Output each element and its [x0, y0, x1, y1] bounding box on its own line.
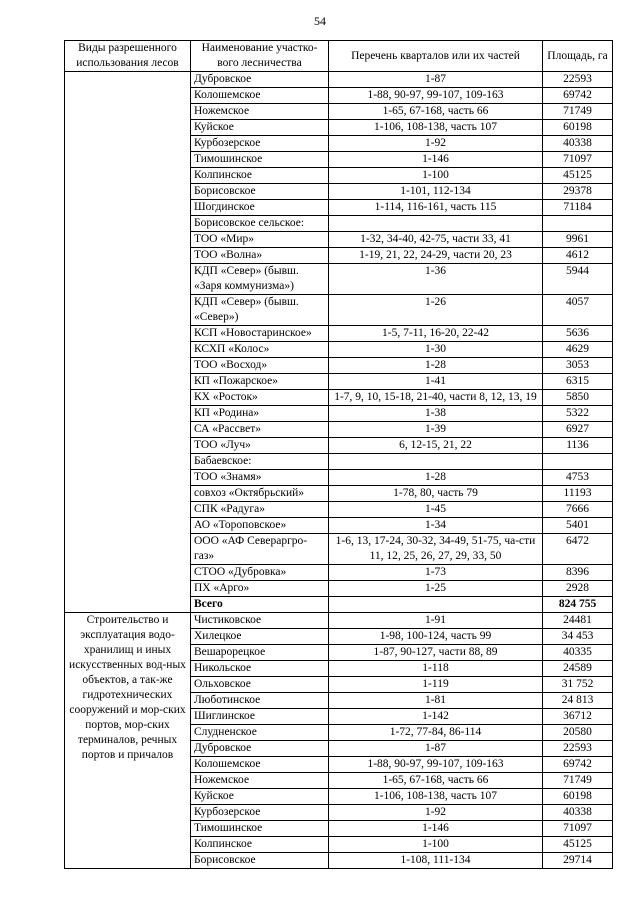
- cell-blocks: [329, 597, 543, 613]
- cell-blocks: 1-98, 100-124, часть 99: [329, 629, 543, 645]
- cell-area: 5636: [543, 326, 613, 342]
- cell-area: 45125: [543, 837, 613, 853]
- cell-forestry-name: ТОО «Восход»: [191, 358, 329, 374]
- cell-blocks: 1-81: [329, 693, 543, 709]
- cell-forestry-name: ООО «АФ Севераргро-газ»: [191, 534, 329, 565]
- cell-blocks: [329, 454, 543, 470]
- cell-area: 2928: [543, 581, 613, 597]
- cell-area: 4612: [543, 248, 613, 264]
- cell-forestry-name: Всего: [191, 597, 329, 613]
- cell-blocks: 1-19, 21, 22, 24-29, части 20, 23: [329, 248, 543, 264]
- cell-blocks: 1-91: [329, 613, 543, 629]
- cell-blocks: 1-87, 90-127, части 88, 89: [329, 645, 543, 661]
- cell-blocks: 1-28: [329, 470, 543, 486]
- cell-area: 22593: [543, 72, 613, 88]
- cell-blocks: 1-41: [329, 374, 543, 390]
- cell-forestry-name: Шогдинское: [191, 200, 329, 216]
- cell-forestry-name: Дубровское: [191, 741, 329, 757]
- cell-area: 24 813: [543, 693, 613, 709]
- cell-blocks: 1-78, 80, часть 79: [329, 486, 543, 502]
- cell-forestry-name: Слудненское: [191, 725, 329, 741]
- cell-area: 24481: [543, 613, 613, 629]
- cell-blocks: 1-32, 34-40, 42-75, части 33, 41: [329, 232, 543, 248]
- cell-blocks: 1-30: [329, 342, 543, 358]
- cell-blocks: 1-114, 116-161, часть 115: [329, 200, 543, 216]
- cell-blocks: 1-118: [329, 661, 543, 677]
- cell-blocks: 1-73: [329, 565, 543, 581]
- cell-blocks: 1-39: [329, 422, 543, 438]
- cell-blocks: 1-106, 108-138, часть 107: [329, 120, 543, 136]
- cell-area: 71097: [543, 152, 613, 168]
- cell-blocks: 1-146: [329, 152, 543, 168]
- cell-blocks: 1-28: [329, 358, 543, 374]
- cell-forestry-name: КП «Родина»: [191, 406, 329, 422]
- cell-forestry-name: Колпинское: [191, 168, 329, 184]
- cell-forestry-name: ТОО «Знамя»: [191, 470, 329, 486]
- cell-forestry-name: ТОО «Мир»: [191, 232, 329, 248]
- cell-forestry-name: Колошемское: [191, 88, 329, 104]
- cell-area: 7666: [543, 502, 613, 518]
- cell-blocks: 1-88, 90-97, 99-107, 109-163: [329, 88, 543, 104]
- cell-forestry-name: КП «Пожарское»: [191, 374, 329, 390]
- cell-area: 45125: [543, 168, 613, 184]
- cell-forestry-name: Колошемское: [191, 757, 329, 773]
- table-row: [65, 613, 613, 629]
- cell-forestry-name: Люботинское: [191, 693, 329, 709]
- cell-forestry-name: АО «Тороповское»: [191, 518, 329, 534]
- cell-forestry-name: Колпинское: [191, 837, 329, 853]
- cell-area: 3053: [543, 358, 613, 374]
- cell-area: 20580: [543, 725, 613, 741]
- cell-area: 71097: [543, 821, 613, 837]
- cell-forestry-name: Курбозерское: [191, 136, 329, 152]
- cell-blocks: 1-65, 67-168, часть 66: [329, 773, 543, 789]
- cell-blocks: 1-92: [329, 805, 543, 821]
- cell-area: 60198: [543, 789, 613, 805]
- cell-forestry-name: КСХП «Колос»: [191, 342, 329, 358]
- cell-area: 5944: [543, 264, 613, 295]
- cell-forestry-name: СПК «Радуга»: [191, 502, 329, 518]
- cell-area: 29378: [543, 184, 613, 200]
- cell-forestry-name: совхоз «Октябрьский»: [191, 486, 329, 502]
- cell-forestry-name: КХ «Росток»: [191, 390, 329, 406]
- header-blocks: Перечень кварталов или их частей: [329, 41, 543, 72]
- cell-forestry-name: Бабаевское:: [191, 454, 329, 470]
- cell-area: 5850: [543, 390, 613, 406]
- cell-area: 29714: [543, 853, 613, 869]
- cell-blocks: 1-7, 9, 10, 15-18, 21-40, части 8, 12, 13, 19: [329, 390, 543, 406]
- cell-forestry-name: КСП «Новостаринское»: [191, 326, 329, 342]
- cell-area: 40338: [543, 136, 613, 152]
- cell-forestry-name: Ножемское: [191, 773, 329, 789]
- cell-blocks: 1-88, 90-97, 99-107, 109-163: [329, 757, 543, 773]
- cell-blocks: 1-26: [329, 295, 543, 326]
- cell-area: 1136: [543, 438, 613, 454]
- cell-blocks: 1-25: [329, 581, 543, 597]
- cell-use-type: [65, 72, 191, 613]
- cell-area: [543, 216, 613, 232]
- cell-forestry-name: Вешарорецкое: [191, 645, 329, 661]
- cell-area: 40338: [543, 805, 613, 821]
- cell-area: [543, 454, 613, 470]
- cell-forestry-name: КДП «Север» (бывш. «Север»): [191, 295, 329, 326]
- cell-forestry-name: Шиглинское: [191, 709, 329, 725]
- cell-area: 34 453: [543, 629, 613, 645]
- cell-forestry-name: Ольховское: [191, 677, 329, 693]
- cell-area: 36712: [543, 709, 613, 725]
- cell-blocks: 1-72, 77-84, 86-114: [329, 725, 543, 741]
- cell-area: 69742: [543, 88, 613, 104]
- cell-forestry-name: Борисовское: [191, 184, 329, 200]
- cell-use-type: Строительство и эксплуатация водо-хранилищ и иных искусственных вод-ных объектов, а так-же гидротехнических сооружений и мор-ских портов, мор-ских терминалов, речных портов и причалов: [65, 613, 191, 869]
- page-number: 54: [314, 14, 326, 28]
- cell-area: 5401: [543, 518, 613, 534]
- cell-forestry-name: СТОО «Дубровка»: [191, 565, 329, 581]
- cell-forestry-name: ТОО «Волна»: [191, 248, 329, 264]
- cell-area: 31 752: [543, 677, 613, 693]
- cell-area: 11193: [543, 486, 613, 502]
- cell-blocks: 1-38: [329, 406, 543, 422]
- cell-blocks: 1-142: [329, 709, 543, 725]
- header-use: Виды разрешенного использования лесов: [65, 41, 191, 72]
- cell-blocks: 1-36: [329, 264, 543, 295]
- cell-area: 22593: [543, 741, 613, 757]
- cell-blocks: 1-6, 13, 17-24, 30-32, 34-49, 51-75, ча-сти 11, 12, 25, 26, 27, 29, 33, 50: [329, 534, 543, 565]
- cell-area: 4629: [543, 342, 613, 358]
- cell-area: 60198: [543, 120, 613, 136]
- cell-forestry-name: ПХ «Арго»: [191, 581, 329, 597]
- cell-forestry-name: Тимошинское: [191, 821, 329, 837]
- forest-use-table: [64, 40, 613, 869]
- table-body: [65, 72, 613, 869]
- header-area: Площадь, га: [543, 41, 613, 72]
- table-row: [65, 72, 613, 88]
- cell-blocks: 1-87: [329, 72, 543, 88]
- cell-blocks: 1-65, 67-168, часть 66: [329, 104, 543, 120]
- table-header-row: [65, 41, 613, 72]
- cell-blocks: 1-34: [329, 518, 543, 534]
- cell-area: 9961: [543, 232, 613, 248]
- cell-blocks: 1-146: [329, 821, 543, 837]
- cell-forestry-name: Хилецкое: [191, 629, 329, 645]
- cell-forestry-name: Дубровское: [191, 72, 329, 88]
- cell-area: 24589: [543, 661, 613, 677]
- cell-area: 6315: [543, 374, 613, 390]
- cell-area: 824 755: [543, 597, 613, 613]
- cell-blocks: 1-45: [329, 502, 543, 518]
- cell-forestry-name: СА «Рассвет»: [191, 422, 329, 438]
- cell-blocks: 1-92: [329, 136, 543, 152]
- cell-forestry-name: Борисовское: [191, 853, 329, 869]
- cell-blocks: 1-87: [329, 741, 543, 757]
- cell-area: 8396: [543, 565, 613, 581]
- cell-blocks: 1-100: [329, 837, 543, 853]
- cell-area: 4753: [543, 470, 613, 486]
- cell-forestry-name: Никольское: [191, 661, 329, 677]
- cell-blocks: [329, 216, 543, 232]
- cell-area: 6927: [543, 422, 613, 438]
- cell-forestry-name: ТОО «Луч»: [191, 438, 329, 454]
- cell-forestry-name: Куйское: [191, 789, 329, 805]
- cell-area: 71184: [543, 200, 613, 216]
- cell-forestry-name: Ножемское: [191, 104, 329, 120]
- cell-area: 4057: [543, 295, 613, 326]
- cell-blocks: 1-5, 7-11, 16-20, 22-42: [329, 326, 543, 342]
- cell-area: 69742: [543, 757, 613, 773]
- cell-forestry-name: Чистиковское: [191, 613, 329, 629]
- cell-area: 71749: [543, 773, 613, 789]
- cell-blocks: 1-101, 112-134: [329, 184, 543, 200]
- cell-area: 40335: [543, 645, 613, 661]
- cell-blocks: 1-100: [329, 168, 543, 184]
- cell-area: 71749: [543, 104, 613, 120]
- cell-blocks: 6, 12-15, 21, 22: [329, 438, 543, 454]
- cell-area: 5322: [543, 406, 613, 422]
- cell-forestry-name: Борисовское сельское:: [191, 216, 329, 232]
- cell-forestry-name: Куйское: [191, 120, 329, 136]
- cell-forestry-name: Курбозерское: [191, 805, 329, 821]
- cell-blocks: 1-108, 111-134: [329, 853, 543, 869]
- cell-area: 6472: [543, 534, 613, 565]
- cell-blocks: 1-106, 108-138, часть 107: [329, 789, 543, 805]
- cell-forestry-name: Тимошинское: [191, 152, 329, 168]
- cell-forestry-name: КДП «Север» (бывш. «Заря коммунизма»): [191, 264, 329, 295]
- cell-blocks: 1-119: [329, 677, 543, 693]
- header-forestry: Наименование участко-вого лесничества: [191, 41, 329, 72]
